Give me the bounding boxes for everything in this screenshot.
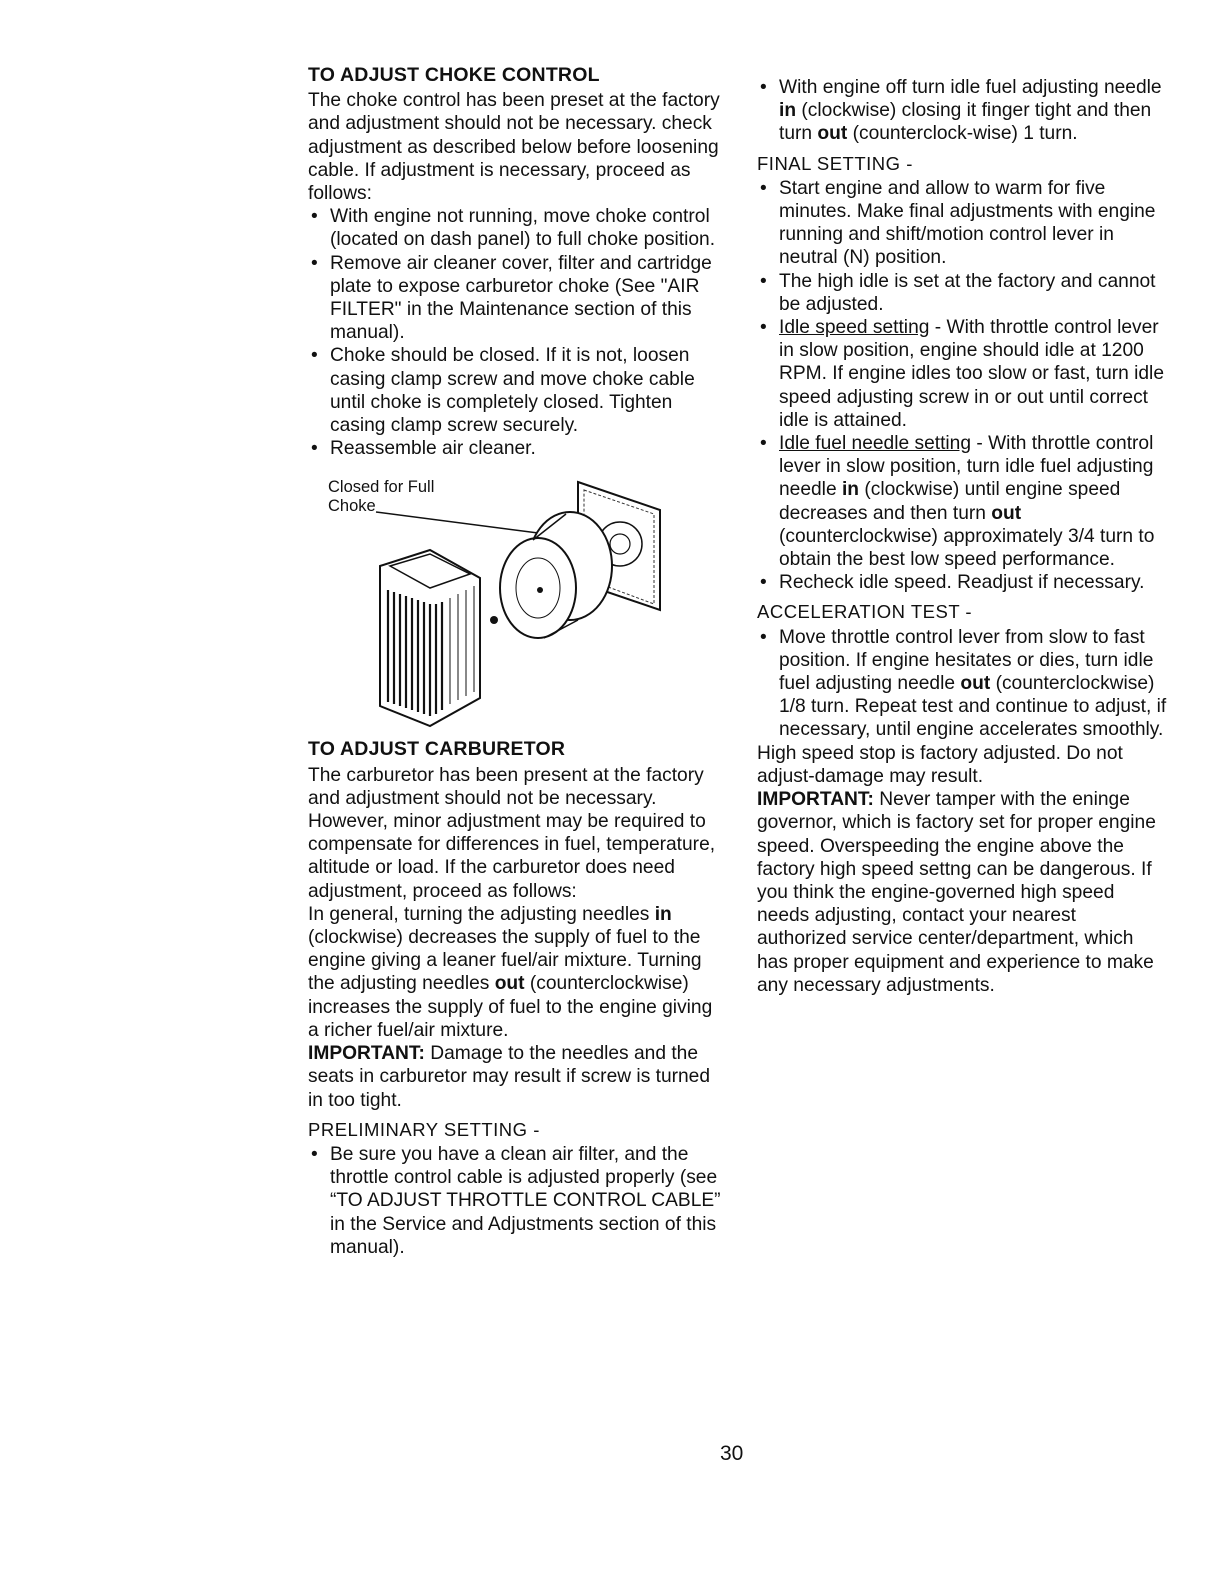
governor-important-label: IMPORTANT:	[757, 789, 874, 811]
idle-fuel-text-1: - With throttle control lever in slow position, turn idle fuel adjusting needle	[779, 433, 1154, 501]
right-column	[757, 76, 1167, 997]
important-text: Damage to the needles and the seats in carburetor may result if screw is turned in too tight.	[308, 1043, 711, 1111]
page-number: 30	[720, 1442, 744, 1465]
preliminary-step-2	[757, 76, 1167, 146]
choke-step-2: • Remove air cleaner cover, filter and cartridge plate to expose carburetor choke (See "AIR FILTER" in the Maintenance section of this manual).	[308, 252, 728, 345]
preliminary-steps-continued	[757, 76, 1167, 146]
prelim2-out: out	[817, 123, 848, 145]
choke-heading: TO ADJUST CHOKE CONTROL	[308, 64, 600, 86]
general-in: in	[654, 903, 672, 925]
choke-step-4: • Reassemble air cleaner.	[308, 437, 728, 460]
general-text-2: (clockwise) decreases the supply of fuel to the engine giving a leaner fuel/air mixture. Turning the adjusting needles	[308, 927, 702, 995]
preliminary-heading: PRELIMINARY SETTING -	[308, 1118, 540, 1140]
acceleration-heading: ACCELERATION TEST -	[757, 601, 973, 623]
prelim2-text-3: (counterclock-wise) 1 turn.	[852, 123, 1078, 145]
preliminary-step-1: • Be sure you have a clean air filter, and the throttle control cable is adjusted properly (see “TO ADJUST THROTTLE CONTROL CABLE” in the Service and Adjustments section of this manual).	[308, 1143, 728, 1259]
choke-intro: The choke control has been preset at the factory and adjustment should not be necessary. check adjustment as described below before loosening cable. If adjustment is necessary, proceed as follows:	[308, 90, 720, 205]
accel-text-1: Move throttle control lever from slow to fast position. If engine hesitates or dies, turn idle fuel adjusting needle	[779, 626, 1154, 695]
prelim2-text-1: With engine off turn idle fuel adjusting needle	[779, 77, 1162, 98]
important-label: IMPORTANT:	[308, 1043, 425, 1065]
idle-fuel-label: Idle fuel needle setting	[779, 433, 972, 455]
prelim2-in: in	[779, 100, 797, 122]
idle-fuel-out: out	[991, 502, 1022, 524]
choke-step-1: • With engine not running, move choke control (located on dash panel) to full choke position.	[308, 205, 728, 251]
clamp-screw	[490, 616, 498, 624]
figure-caption-line-2: Choke	[328, 497, 376, 516]
carburetor-important	[308, 1042, 728, 1112]
choke-illustration	[308, 470, 728, 732]
idle-fuel-text-2: (clockwise) until engine speed decreases and then turn	[779, 479, 1121, 524]
preliminary-steps	[308, 1143, 728, 1259]
idle-speed-label: Idle speed setting	[779, 317, 930, 339]
final-step-3	[757, 316, 1167, 432]
idle-fuel-in: in	[841, 479, 860, 501]
accel-out: out	[960, 673, 991, 695]
final-setting-steps	[757, 177, 1167, 595]
governor-important	[757, 788, 1167, 997]
high-speed-note: High speed stop is factory adjusted. Do not adjust-damage may result.	[757, 742, 1123, 787]
general-text-3: (counterclockwise) increases the supply of fuel to the engine giving a richer fuel/air mixture.	[308, 973, 713, 1041]
acceleration-step-1	[757, 626, 1167, 742]
air-cleaner-drawing	[308, 470, 728, 732]
acceleration-steps	[757, 626, 1167, 742]
choke-step-3: • Choke should be closed. If it is not, loosen casing clamp screw and move choke cable until choke is completely closed. Tighten casing clamp screw securely.	[308, 344, 728, 437]
final-step-2: • The high idle is set at the factory and cannot be adjusted.	[757, 270, 1167, 316]
governor-important-text: Never tamper with the eninge governor, which is factory set for proper engine speed. Overspeeding the engine above the factory high speed settng can be dangerous. If you think the engine-governed high speed needs adjusting, contact your nearest authorized service center/department, which has proper equipment and experience to make any necessary adjustments.	[757, 789, 1156, 996]
accel-text-2: (counterclockwise) 1/8 turn. Repeat test and continue to adjust, if necessary, until engine accelerates smoothly.	[779, 673, 1167, 741]
carburetor-intro: The carburetor has been present at the factory and adjustment should not be necessary. However, minor adjustment may be required to compensate for differences in fuel, temperature, altitude or load. If the carburetor does need adjustment, proceed as follows:	[308, 764, 716, 902]
general-text-1: In general, turning the adjusting needles	[308, 903, 650, 925]
final-step-1: • Start engine and allow to warm for five minutes. Make final adjustments with engine running and shift/motion control lever in neutral (N) position.	[757, 177, 1167, 270]
left-column	[308, 64, 728, 1259]
figure-caption-line-1: Closed for Full	[328, 478, 435, 497]
choke-steps	[308, 205, 728, 460]
final-setting-heading: FINAL SETTING -	[757, 152, 913, 174]
idle-fuel-text-3: (counterclockwise) approximately 3/4 turn to obtain the best low speed performance.	[779, 525, 1155, 571]
general-out: out	[494, 973, 525, 995]
final-step-4	[757, 432, 1167, 571]
prelim2-text-2: (clockwise) closing it finger tight and then turn	[779, 100, 1152, 145]
final-step-5: • Recheck idle speed. Readjust if necessary.	[757, 571, 1167, 594]
carburetor-heading: TO ADJUST CARBURETOR	[308, 738, 566, 761]
idle-speed-text: - With throttle control lever in slow position, engine should idle at 1200 RPM. If engine idles too slow or fast, turn idle speed adjusting screw in or out until correct idle is attained.	[779, 317, 1164, 431]
carburetor-general	[308, 903, 728, 1042]
